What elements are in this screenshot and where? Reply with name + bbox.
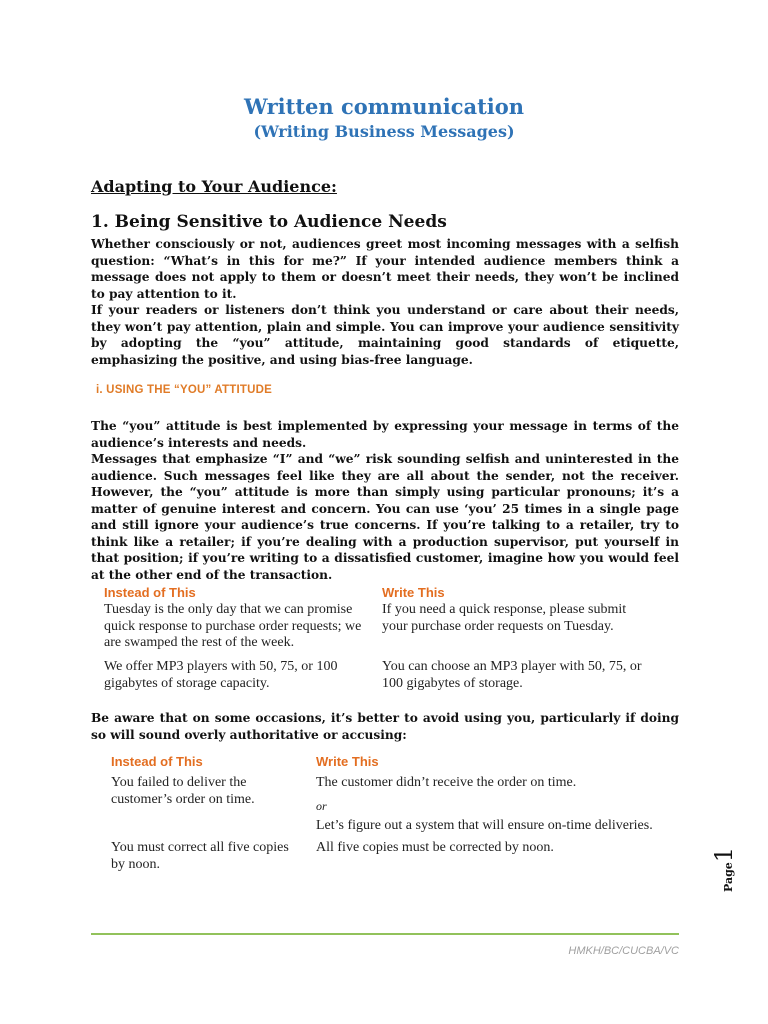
example2-head-instead: Instead of This: [111, 754, 203, 769]
paragraph-you-attitude-detail: Messages that emphasize “I” and “we” risk sounding selfish and uninterested in the audience. Such messages feel like they are all about the sender, not the receiver. However, the “you” attitude is more than simply using particular pronouns; it’s a matter of genuine interest and concern. You can use ‘you’ 25 times in a single page and still ignore your audience’s true concerns. If you’re talking to a retailer, try to think like a retailer; if you’re dealing with a production supervisor, put yourself in that position; if you’re writing to a dissatisfied customer, imagine how you would feel at the other end of the transaction.: [91, 452, 679, 582]
footer-divider: [91, 933, 679, 935]
sub-heading-audience-needs: 1. Being Sensitive to Audience Needs: [91, 212, 447, 232]
example2-row2-write: All five copies must be corrected by noon.: [316, 840, 554, 855]
paragraph-selfish-question: Whether consciously or not, audiences greet most incoming messages with a selfish question: “What’s in this for me?” If your intended audience members think a message does not apply to them or doesn’t meet their needs, they won’t be inclined to pay attention to it.: [91, 237, 679, 301]
page-word: Page: [722, 862, 735, 892]
example2-row2-instead: You must correct all five copies by noon.: [111, 840, 289, 872]
example1-head-write: Write This: [382, 585, 445, 600]
page-digit: 1: [710, 846, 738, 863]
example2-row1-or: or: [316, 799, 327, 813]
example1-row1-instead: Tuesday is the only day that we can promise quick response to purchase order requests; we are swamped the rest of the week.: [104, 602, 362, 650]
paragraph-you-attitude-intro: The “you” attitude is best implemented by expressing your message in terms of the audience’s interests and needs.: [91, 419, 679, 450]
section-heading: Adapting to Your Audience:: [91, 177, 337, 196]
example1-head-instead: Instead of This: [104, 585, 196, 600]
page-number: [710, 846, 750, 892]
example2-head-write: Write This: [316, 754, 379, 769]
example2-row1-write-b: Let’s figure out a system that will ensure on-time deliveries.: [316, 818, 653, 833]
document-subtitle: (Writing Business Messages): [253, 122, 515, 141]
document-title: Written communication: [243, 94, 525, 119]
footer-code: HMKH/BC/CUCBA/VC: [568, 945, 679, 957]
example1-row1-write: If you need a quick response, please submit your purchase order requests on Tuesday.: [382, 602, 627, 634]
paragraph-audience-sensitivity: If your readers or listeners don’t think you understand or care about their needs, they won’t pay attention, plain and simple. You can improve your audience sensitivity by adopting the “you” attitude, maintaining good standards of etiquette, emphasizing the positive, and using bias-free language.: [91, 303, 679, 367]
example2-row1-write-a: The customer didn’t receive the order on time.: [316, 775, 577, 790]
example1-row2-instead: We offer MP3 players with 50, 75, or 100 gigabytes of storage capacity.: [104, 659, 338, 691]
example2-row1-instead: You failed to deliver the customer’s order on time.: [111, 775, 255, 807]
example1-row2-write: You can choose an MP3 player with 50, 75, or 100 gigabytes of storage.: [382, 659, 642, 691]
paragraph-avoid-you: Be aware that on some occasions, it’s better to avoid using you, particularly if doing so will sound overly authoritative or accusing:: [91, 711, 679, 742]
sub-sub-heading-you-attitude: i. USING THE “YOU” ATTITUDE: [96, 384, 272, 396]
